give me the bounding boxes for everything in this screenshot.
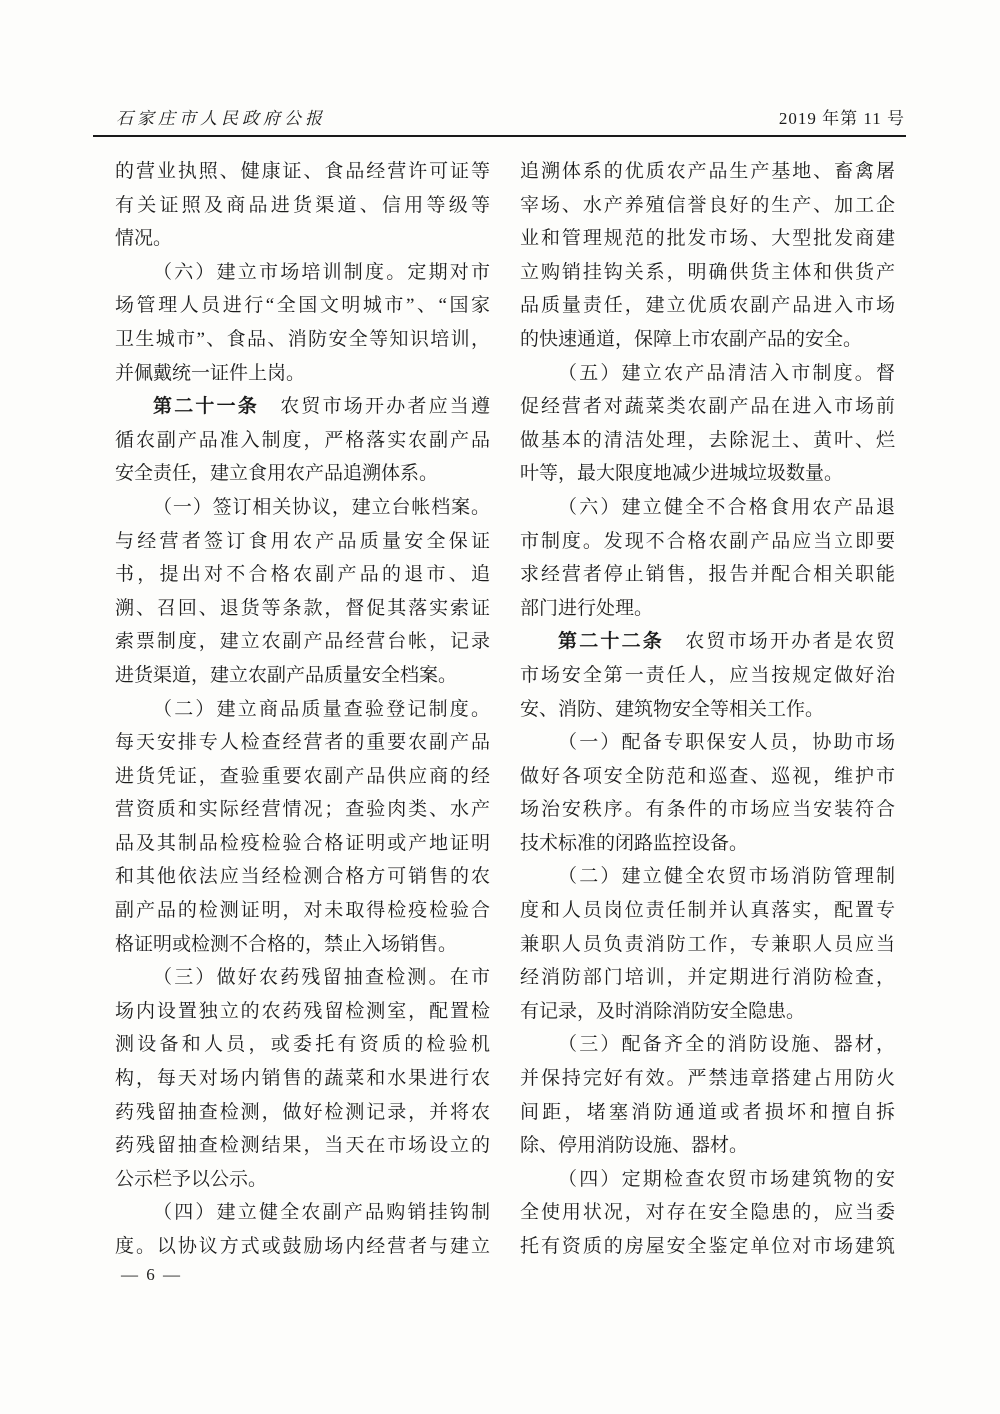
line-text: 安、消防、建筑物安全等相关工作。 xyxy=(520,698,825,720)
line-text: 有记录，及时消除消防安全隐患。 xyxy=(520,1000,806,1022)
left-column xyxy=(115,155,490,1264)
text-line xyxy=(115,793,490,827)
line-text: 进货渠道，建立农副产品质量安全档案。 xyxy=(115,664,458,686)
text-line xyxy=(520,390,895,424)
article-number: 第二十一条 xyxy=(153,396,259,418)
line-text: 索票制度，建立农副产品经营台帐，记录 xyxy=(115,631,490,653)
text-line xyxy=(520,1129,895,1163)
line-text: 品及其制品检疫检验合格证明或产地证明 xyxy=(115,832,490,854)
text-line xyxy=(520,1230,895,1264)
text-line xyxy=(520,726,895,760)
line-text: 品质量责任，建立优质农副产品进入市场 xyxy=(520,295,895,317)
text-line xyxy=(115,894,490,928)
text-line xyxy=(115,357,490,391)
line-text: （一）配备专职保安人员，协助市场 xyxy=(558,732,895,754)
line-text: 的快速通道，保障上市农副产品的安全。 xyxy=(520,328,863,350)
text-line xyxy=(520,558,895,592)
text-line xyxy=(520,894,895,928)
journal-title: 石家庄市人民政府公报 xyxy=(116,109,326,128)
page-number: — 6 — xyxy=(121,1265,182,1284)
line-text: 间距，堵塞消防通道或者损坏和擅自拆 xyxy=(520,1101,895,1123)
line-text: 全使用状况，对存在安全隐患的，应当委 xyxy=(520,1202,895,1224)
line-text: 除、停用消防设施、器材。 xyxy=(520,1135,749,1157)
line-text: 并佩戴统一证件上岗。 xyxy=(115,362,306,384)
text-line xyxy=(115,625,490,659)
line-text: 市场安全第一责任人，应当按规定做好治 xyxy=(520,664,895,686)
line-text: 农贸市场开办者是农贸 xyxy=(664,631,895,653)
line-text: 有关证照及商品进货渠道、信用等级等 xyxy=(115,194,490,216)
line-text: （四）定期检查农贸市场建筑物的安 xyxy=(558,1168,895,1190)
text-line xyxy=(115,760,490,794)
text-line xyxy=(520,760,895,794)
line-text: 药残留抽查检测，做好检测记录，并将农 xyxy=(115,1101,490,1123)
line-text: 卫生城市”、食品、消防安全等知识培训， xyxy=(115,328,490,350)
line-text: （五）建立农产品清洁入市制度。督 xyxy=(558,362,895,384)
line-text: 场治安秩序。有条件的市场应当安装符合 xyxy=(520,799,895,821)
line-text: 托有资质的房屋安全鉴定单位对市场建筑 xyxy=(520,1236,895,1257)
line-text: 情况。 xyxy=(115,228,173,250)
text-line xyxy=(520,189,895,223)
line-text: （三）配备齐全的消防设施、器材， xyxy=(558,1034,895,1056)
text-line xyxy=(520,659,895,693)
line-text: （二）建立商品质量查验登记制度。 xyxy=(153,698,490,720)
text-line xyxy=(115,491,490,525)
line-text: 循农副产品准入制度，严格落实农副产品 xyxy=(115,429,490,451)
text-line xyxy=(115,1196,490,1230)
text-line xyxy=(115,323,490,357)
line-text: 溯、召回、退货等条款，督促其落实索证 xyxy=(115,597,490,619)
line-text: 度。以协议方式或鼓励场内经营者与建立 xyxy=(115,1236,490,1257)
line-text: 与经营者签订食用农产品质量安全保证 xyxy=(115,530,490,552)
text-line xyxy=(520,525,895,559)
line-text: 和其他依法应当经检测合格方可销售的农 xyxy=(115,866,490,888)
text-line xyxy=(115,1230,490,1264)
text-line xyxy=(115,256,490,290)
text-line xyxy=(115,457,490,491)
line-text: 技术标准的闭路监控设备。 xyxy=(520,832,749,854)
line-text: 促经营者对蔬菜类农副产品在进入市场前 xyxy=(520,396,895,418)
text-line xyxy=(520,827,895,861)
line-text: （三）做好农药残留抽查检测。在市 xyxy=(153,967,490,989)
text-line xyxy=(520,256,895,290)
text-line xyxy=(115,558,490,592)
text-line xyxy=(115,827,490,861)
text-line xyxy=(520,625,895,659)
text-line xyxy=(520,995,895,1029)
page-header xyxy=(116,104,905,129)
text-line xyxy=(520,693,895,727)
issue-number: 2019 年第 11 号 xyxy=(778,109,905,128)
line-text: （二）建立健全农贸市场消防管理制 xyxy=(558,866,895,888)
line-text: 安全责任，建立食用农产品追溯体系。 xyxy=(115,463,439,485)
line-text: 求经营者停止销售，报告并配合相关职能 xyxy=(520,564,895,586)
line-text: 进货凭证，查验重要农副产品供应商的经 xyxy=(115,765,490,787)
line-text: 部门进行处理。 xyxy=(520,597,654,619)
text-line xyxy=(115,424,490,458)
text-line xyxy=(520,289,895,323)
line-text: 场管理人员进行“全国文明城市”、“国家 xyxy=(115,295,490,317)
text-line xyxy=(520,491,895,525)
line-text: 测设备和人员，或委托有资质的检验机 xyxy=(115,1034,490,1056)
text-line xyxy=(520,1096,895,1130)
line-text: 副产品的检测证明，对未取得检疫检验合 xyxy=(115,900,490,922)
line-text: 经消防部门培训，并定期进行消防检查， xyxy=(520,967,895,989)
text-line xyxy=(115,995,490,1029)
text-line xyxy=(115,390,490,424)
text-line xyxy=(115,928,490,962)
text-line xyxy=(520,928,895,962)
line-text: 药残留抽查检测结果，当天在市场设立的 xyxy=(115,1135,490,1157)
text-line xyxy=(520,222,895,256)
line-text: （六）建立健全不合格食用农产品退 xyxy=(558,496,895,518)
text-line xyxy=(115,525,490,559)
article-number: 第二十二条 xyxy=(558,631,664,653)
text-line xyxy=(115,693,490,727)
line-text: 每天安排专人检查经营者的重要农副产品 xyxy=(115,732,490,754)
line-text: 业和管理规范的批发市场、大型批发商建 xyxy=(520,228,895,250)
text-line xyxy=(520,1163,895,1197)
line-text: 度和人员岗位责任制并认真落实，配置专 xyxy=(520,900,895,922)
text-line xyxy=(520,961,895,995)
line-text: 立购销挂钩关系，明确供货主体和供货产 xyxy=(520,261,895,283)
text-line xyxy=(115,592,490,626)
text-line xyxy=(115,961,490,995)
line-text: 兼职人员负责消防工作，专兼职人员应当 xyxy=(520,933,895,955)
line-text: 做基本的清洁处理，去除泥土、黄叶、烂 xyxy=(520,429,895,451)
text-line xyxy=(115,1062,490,1096)
line-text: 做好各项安全防范和巡查、巡视，维护市 xyxy=(520,765,895,787)
line-text: 追溯体系的优质农产品生产基地、畜禽屠 xyxy=(520,161,895,182)
text-line xyxy=(115,1163,490,1197)
text-line xyxy=(115,726,490,760)
header-rule xyxy=(93,135,906,137)
text-line xyxy=(520,793,895,827)
line-text: 构，每天对场内销售的蔬菜和水果进行农 xyxy=(115,1068,490,1090)
text-line xyxy=(520,1196,895,1230)
line-text: 叶等，最大限度地减少进城垃圾数量。 xyxy=(520,463,844,485)
text-line xyxy=(115,1096,490,1130)
text-line xyxy=(520,424,895,458)
line-text: （六）建立市场培训制度。定期对市 xyxy=(153,261,490,283)
line-text: 农贸市场开办者应当遵 xyxy=(259,396,490,418)
text-line xyxy=(520,592,895,626)
text-line xyxy=(115,155,490,189)
text-line xyxy=(115,659,490,693)
line-text: 公示栏予以公示。 xyxy=(115,1168,268,1190)
text-line xyxy=(520,323,895,357)
text-line xyxy=(115,289,490,323)
text-line xyxy=(115,1028,490,1062)
right-column xyxy=(520,155,895,1264)
line-text: 营资质和实际经营情况；查验肉类、水产 xyxy=(115,799,490,821)
text-line xyxy=(520,1062,895,1096)
text-line xyxy=(115,222,490,256)
text-line xyxy=(520,1028,895,1062)
text-line xyxy=(115,189,490,223)
line-text: 格证明或检测不合格的，禁止入场销售。 xyxy=(115,933,458,955)
line-text: 场内设置独立的农药残留检测室，配置检 xyxy=(115,1000,490,1022)
line-text: 的营业执照、健康证、食品经营许可证等 xyxy=(115,161,490,182)
text-line xyxy=(520,457,895,491)
line-text: （一）签订相关协议，建立台帐档案。 xyxy=(153,496,490,518)
page-footer xyxy=(121,1261,182,1289)
line-text: 书，提出对不合格农副产品的退市、追 xyxy=(115,564,490,586)
text-line xyxy=(115,1129,490,1163)
line-text: （四）建立健全农副产品购销挂钩制 xyxy=(153,1202,490,1224)
line-text: 宰场、水产养殖信誉良好的生产、加工企 xyxy=(520,194,895,216)
line-text: 市制度。发现不合格农副产品应当立即要 xyxy=(520,530,895,552)
line-text: 并保持完好有效。严禁违章搭建占用防火 xyxy=(520,1068,895,1090)
text-line xyxy=(520,860,895,894)
text-line xyxy=(115,860,490,894)
text-line xyxy=(520,357,895,391)
text-line xyxy=(520,155,895,189)
article-body xyxy=(115,155,895,1264)
